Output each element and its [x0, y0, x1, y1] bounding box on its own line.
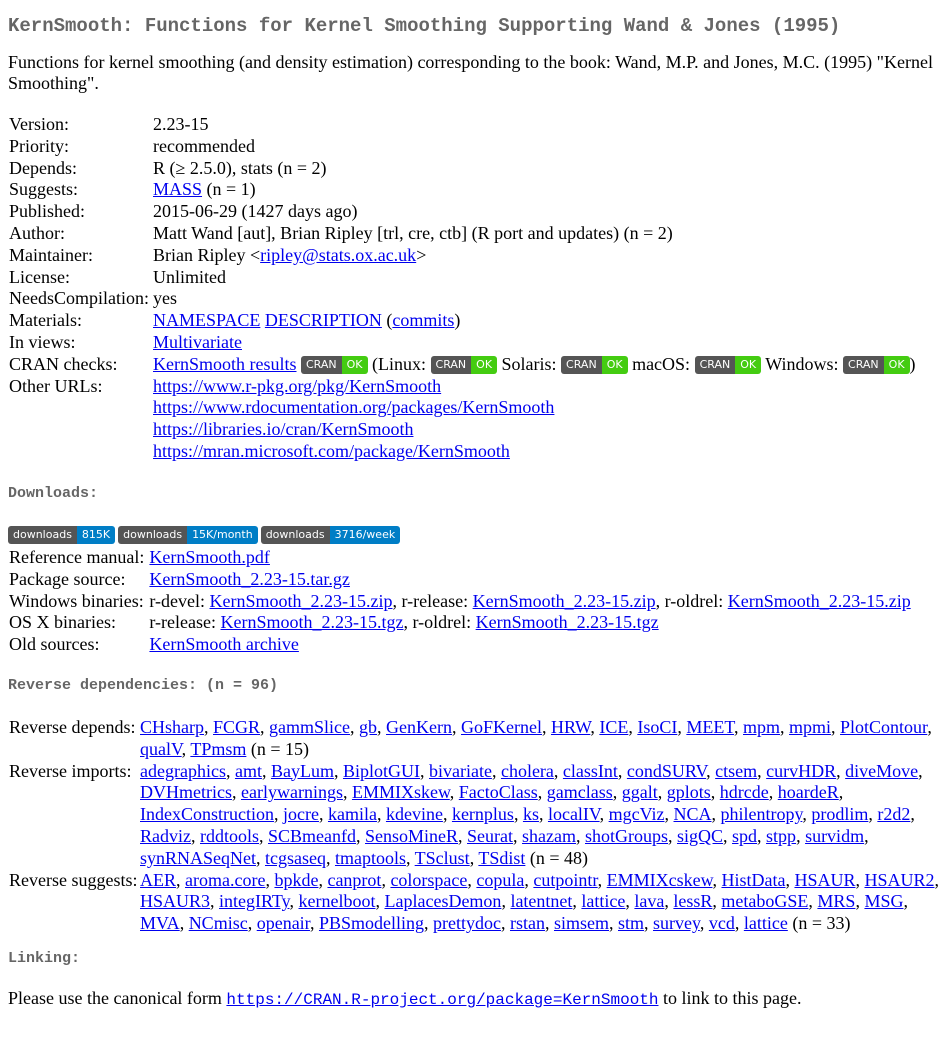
meta-label: Other URLs:: [9, 375, 103, 396]
reverse-dependency-link[interactable]: PBSmodelling: [318, 913, 424, 934]
reverse-dependency-link[interactable]: ctsem: [715, 760, 758, 781]
reverse-dependency-link[interactable]: rstan: [509, 913, 545, 934]
reverse-dependency-link[interactable]: NCA: [673, 804, 712, 825]
needs-compilation-value: yes: [153, 288, 177, 309]
windows-oldrel-link[interactable]: KernSmooth_2.23-15.zip: [727, 590, 911, 611]
dl-row-osx-binaries: [8, 612, 912, 634]
reverse-dependency-link[interactable]: simsem: [553, 913, 609, 934]
meta-row-published: [8, 201, 917, 223]
multivariate-view-link[interactable]: Multivariate: [153, 331, 242, 352]
dl-label: Windows binaries:: [9, 590, 144, 611]
meta-row-in-views: [8, 332, 917, 354]
reverse-dependency-link[interactable]: kdevine: [385, 804, 443, 825]
reverse-dependency-link[interactable]: curvHDR: [766, 760, 837, 781]
reverse-dependency-link[interactable]: rddtools: [200, 825, 260, 846]
reverse-dependency-link[interactable]: condSURV: [626, 760, 707, 781]
reverse-dependency-link[interactable]: MSG: [864, 891, 904, 912]
reverse-dependency-link[interactable]: bpkde: [274, 869, 319, 890]
cran-status-badge: [301, 356, 368, 374]
reverse-dependency-link[interactable]: gammSlice: [269, 717, 351, 737]
materials-close-paren: ): [454, 310, 461, 331]
other-urls-value: [152, 376, 917, 463]
dl-row-package-source: [8, 569, 912, 591]
depends-value: R (≥ 2.5.0), stats (n = 2): [153, 157, 327, 178]
meta-label: Suggests:: [9, 179, 79, 200]
linking-heading: Linking:: [8, 950, 81, 967]
rd-list: AER, aroma.core, bpkde, canprot, colorspace, copula, cutpointr, EMMIXcskew, HistData, HSAUR, HSAUR2, HSAUR3, integIRTy, kernelboot, LaplacesDemon, latentnet, lattice, lava, lessR, metaboGSE, MRS, MSG, MVA, NCmisc, openair, PBSmodelling, prettydoc, rstan, simsem, stm, survey, vcd, lattice (n = 33): [140, 869, 939, 934]
reverse-dependency-link[interactable]: CHsharp: [140, 717, 204, 737]
reference-manual-link[interactable]: KernSmooth.pdf: [149, 547, 270, 567]
priority-value: recommended: [153, 135, 255, 156]
reverse-dependency-link[interactable]: NCmisc: [188, 913, 248, 934]
rd-list: CHsharp, FCGR, gammSlice, gb, GenKern, GoFKernel, HRW, ICE, IsoCI, MEET, mpm, mpmi, PlotContour, qualV, TPmsm (n = 15): [140, 717, 932, 759]
meta-row-suggests: [8, 179, 917, 201]
cran-checks-results-link[interactable]: KernSmooth results: [153, 353, 297, 374]
reverse-dependency-link[interactable]: LaplacesDemon: [384, 891, 502, 912]
reverse-dependency-link[interactable]: IndexConstruction: [140, 804, 274, 825]
reverse-dependency-link[interactable]: survidm: [805, 825, 865, 846]
badge-left: downloads: [261, 526, 330, 544]
dl-row-reference-manual: [8, 547, 912, 569]
commits-link[interactable]: commits: [392, 310, 455, 331]
meta-row-license: [8, 267, 917, 289]
macos-label: macOS:: [627, 353, 695, 374]
badge-left: CRAN: [561, 356, 602, 374]
cran-linux-badge: [431, 356, 498, 374]
reverse-dependency-link[interactable]: SCBmeanfd: [268, 825, 357, 846]
reverse-dependency-link[interactable]: cutpointr: [533, 869, 598, 890]
meta-row-author: [8, 223, 917, 245]
reverse-dependency-link[interactable]: canprot: [327, 869, 382, 890]
badge-left: CRAN: [843, 356, 884, 374]
reverse-dependency-link[interactable]: MEET: [686, 717, 734, 737]
reverse-dependency-link[interactable]: FactoClass: [458, 782, 538, 803]
osx-oldrel-link[interactable]: KernSmooth_2.23-15.tgz: [475, 612, 659, 633]
reverse-dependency-link[interactable]: openair: [256, 913, 310, 934]
published-value: 2015-06-29 (1427 days ago): [153, 201, 358, 222]
package-source-link[interactable]: KernSmooth_2.23-15.tar.gz: [149, 568, 350, 589]
reverse-dependency-link[interactable]: gb: [359, 717, 378, 737]
reverse-dependency-link[interactable]: philentropy: [720, 804, 803, 825]
reverse-dependency-link[interactable]: shazam: [522, 825, 576, 846]
reverse-dependency-link[interactable]: gplots: [666, 782, 711, 803]
reverse-dependency-link[interactable]: lattice: [743, 913, 788, 934]
reverse-dependency-link[interactable]: diveMove: [845, 760, 919, 781]
reverse-dependency-count: (n = 33): [787, 913, 851, 934]
windows-release-link[interactable]: KernSmooth_2.23-15.zip: [472, 590, 656, 611]
meta-label: Published:: [9, 201, 86, 222]
reverse-dependency-link[interactable]: EMMIXskew: [351, 782, 450, 803]
meta-row-priority: [8, 136, 917, 158]
reverse-dependency-link[interactable]: BayLum: [270, 760, 334, 781]
reverse-dependency-link[interactable]: HRW: [550, 717, 591, 737]
meta-label: License:: [9, 266, 70, 287]
reverse-dependency-link[interactable]: colorspace: [390, 869, 468, 890]
page-title: KernSmooth: Functions for Kernel Smoothing Supporting Wand & Jones (1995): [8, 15, 841, 37]
url-r-pkg-link[interactable]: https://www.r-pkg.org/pkg/KernSmooth: [153, 375, 442, 396]
r-release-label: , r-release:: [392, 590, 473, 611]
maintainer-email-link[interactable]: ripley@stats.ox.ac.uk: [260, 244, 417, 265]
reverse-dependency-link[interactable]: lessR: [673, 891, 713, 912]
meta-label: Version:: [9, 114, 69, 134]
meta-label: Depends:: [9, 157, 77, 178]
rd-list: adegraphics, amt, BayLum, BiplotGUI, bivariate, cholera, classInt, condSURV, ctsem, curvHDR, diveMove, DVHmetrics, earlywarnings, EMMIXskew, FactoClass, gamclass, ggalt, gplots, hdrcde, hoardeR, IndexConstruction, jocre, kamila, kdevine, kernplus, ks, localIV, mgcViz, NCA, philentropy, prodlim, r2d2, Radviz, rddtools, SCBmeanfd, SensoMineR, Seurat, shazam, shotGroups, sigQC, spd, stpp, survidm, synRNASeqNet, tcgsaseq, tmaptools, TSclust, TSdist (n = 48): [140, 760, 923, 868]
reverse-dependency-link[interactable]: qualV: [140, 738, 182, 759]
reverse-dependency-link[interactable]: AER: [140, 869, 176, 890]
reverse-dependency-link[interactable]: TPmsm: [190, 738, 247, 759]
meta-row-cran-checks: [8, 354, 917, 376]
badge-right: OK: [735, 356, 761, 374]
badge-right: OK: [602, 356, 628, 374]
reverse-dependency-link[interactable]: amt: [234, 760, 262, 781]
rd-row-imports: [8, 761, 943, 870]
materials-open-paren: (: [381, 310, 393, 331]
dl-value: [148, 612, 911, 634]
reverse-dependency-link[interactable]: stpp: [766, 825, 797, 846]
meta-row-maintainer: [8, 245, 917, 267]
reverse-dependency-link[interactable]: lattice: [581, 891, 626, 912]
materials-value: [152, 310, 917, 332]
rd-label: Reverse suggests:: [9, 869, 138, 890]
meta-label: Author:: [9, 222, 65, 243]
badge-right: OK: [884, 356, 910, 374]
version-value: 2.23-15: [153, 114, 209, 134]
reverse-dependency-link[interactable]: jocre: [282, 804, 319, 825]
dl-label: Package source:: [9, 568, 126, 589]
cran-solaris-badge: [561, 356, 628, 374]
reverse-dependency-link[interactable]: HSAUR: [794, 869, 856, 890]
reverse-dependency-link[interactable]: mpmi: [789, 717, 832, 737]
badge-right: 3716/week: [330, 526, 401, 544]
badge-right: 15K/month: [187, 526, 258, 544]
reverse-dependency-link[interactable]: classInt: [562, 760, 618, 781]
meta-row-depends: [8, 158, 917, 180]
package-metadata-table: [8, 114, 917, 463]
reverse-dependency-count: (n = 15): [246, 738, 310, 759]
reverse-dependency-link[interactable]: MVA: [140, 913, 180, 934]
downloads-week-badge: [261, 526, 401, 544]
reverse-dependency-link[interactable]: EMMIXcskew: [606, 869, 713, 890]
url-mran-link[interactable]: https://mran.microsoft.com/package/KernSmooth: [153, 440, 510, 461]
reverse-dependency-link[interactable]: aroma.core: [185, 869, 266, 890]
linking-text: [8, 988, 802, 1011]
reverse-dependency-link[interactable]: sigQC: [677, 825, 724, 846]
osx-release-link[interactable]: KernSmooth_2.23-15.tgz: [220, 612, 404, 633]
reverse-dependency-link[interactable]: copula: [476, 869, 525, 890]
r-devel-label: r-devel:: [149, 590, 210, 611]
description-link[interactable]: DESCRIPTION: [264, 310, 382, 331]
reverse-dependency-link[interactable]: metaboGSE: [721, 891, 809, 912]
license-value: Unlimited: [153, 266, 226, 287]
reverse-dependency-link[interactable]: kernelboot: [298, 891, 376, 912]
maintainer-value: [152, 245, 917, 267]
meta-row-other-urls: [8, 376, 917, 463]
r-oldrel-label: , r-oldrel:: [403, 612, 476, 633]
reverse-dependency-link[interactable]: latentnet: [510, 891, 573, 912]
badge-left: downloads: [8, 526, 77, 544]
reverse-dependency-link[interactable]: cholera: [500, 760, 554, 781]
reverse-dependency-link[interactable]: GenKern: [386, 717, 452, 737]
suggests-count: (n = 1): [202, 179, 256, 200]
reverse-dependency-link[interactable]: ks: [522, 804, 539, 825]
reverse-dependency-link[interactable]: HSAUR2: [864, 869, 935, 890]
reverse-dependency-link[interactable]: Seurat: [467, 825, 514, 846]
url-rdocumentation-link[interactable]: https://www.rdocumentation.org/packages/KernSmooth: [153, 397, 555, 418]
meta-row-version: [8, 114, 917, 136]
reverse-dependency-link[interactable]: TSclust: [414, 847, 470, 868]
reverse-dependency-link[interactable]: prettydoc: [433, 913, 501, 934]
reverse-dependency-link[interactable]: prodlim: [811, 804, 869, 825]
reverse-dependencies-table: [8, 717, 943, 935]
reverse-dependency-link[interactable]: shotGroups: [585, 825, 669, 846]
reverse-dependency-link[interactable]: tmaptools: [334, 847, 406, 868]
reverse-dependency-link[interactable]: Radviz: [140, 825, 191, 846]
reverse-dependency-link[interactable]: spd: [732, 825, 758, 846]
reverse-dependency-link[interactable]: localIV: [547, 804, 600, 825]
windows-label: Windows:: [761, 353, 844, 374]
r-release-label: r-release:: [149, 612, 221, 633]
reverse-dependency-link[interactable]: hoardeR: [777, 782, 839, 803]
reverse-dependency-link[interactable]: tcgsaseq: [265, 847, 326, 868]
meta-label: In views:: [9, 331, 76, 352]
reverse-dependency-link[interactable]: PlotContour: [840, 717, 928, 737]
reverse-dependency-link[interactable]: kamila: [327, 804, 377, 825]
author-value: Matt Wand [aut], Brian Ripley [trl, cre, ctb] (R port and updates) (n = 2): [153, 222, 673, 243]
rd-label: Reverse imports:: [9, 760, 132, 781]
reverse-dependency-link[interactable]: kernplus: [451, 804, 514, 825]
dl-value: [148, 634, 911, 656]
in-views-value: [152, 332, 917, 354]
reverse-dependency-link[interactable]: survey: [653, 913, 700, 934]
reverse-dependency-link[interactable]: gamclass: [546, 782, 613, 803]
rd-row-depends: [8, 717, 943, 761]
reverse-dependency-link[interactable]: HistData: [721, 869, 786, 890]
linux-label: (Linux:: [367, 353, 431, 374]
reverse-dependency-link[interactable]: FCGR: [213, 717, 261, 737]
url-libraries-io-link[interactable]: https://libraries.io/cran/KernSmooth: [153, 419, 414, 440]
cran-windows-badge: [843, 356, 910, 374]
cran-checks-value: [152, 354, 917, 376]
namespace-link[interactable]: NAMESPACE: [153, 310, 261, 331]
rd-label: Reverse depends:: [9, 717, 136, 737]
old-sources-archive-link[interactable]: KernSmooth archive: [149, 634, 299, 655]
package-description: Functions for kernel smoothing (and density estimation) corresponding to the book: Wand, M.P. and Jones, M.C. (1995) "Kernel Smoothing".: [8, 52, 933, 93]
maintainer-close: >: [416, 244, 427, 265]
reverse-dependency-link[interactable]: GoFKernel: [461, 717, 542, 737]
badge-right: OK: [342, 356, 368, 374]
badge-right: 815K: [77, 526, 115, 544]
suggests-value: [152, 179, 917, 201]
reverse-dependency-link[interactable]: hdrcde: [719, 782, 769, 803]
cran-macos-badge: [695, 356, 762, 374]
reverse-dependency-link[interactable]: SensoMineR: [365, 825, 459, 846]
dl-label: OS X binaries:: [9, 612, 116, 633]
reverse-dependencies-heading: Reverse dependencies: (n = 96): [8, 677, 279, 694]
badge-left: CRAN: [695, 356, 736, 374]
badge-left: CRAN: [431, 356, 472, 374]
badge-right: OK: [471, 356, 497, 374]
reverse-dependency-link[interactable]: integIRTy: [219, 891, 290, 912]
reverse-dependency-link[interactable]: mpm: [743, 717, 781, 737]
meta-label: Maintainer:: [9, 244, 93, 265]
dl-value: [148, 591, 911, 613]
solaris-label: Solaris:: [497, 353, 562, 374]
reverse-dependency-link[interactable]: IsoCI: [637, 717, 678, 737]
reverse-dependency-link[interactable]: MRS: [817, 891, 856, 912]
reverse-dependency-link[interactable]: bivariate: [428, 760, 492, 781]
windows-devel-link[interactable]: KernSmooth_2.23-15.zip: [209, 590, 393, 611]
reverse-dependency-link[interactable]: ICE: [599, 717, 629, 737]
dl-row-old-sources: [8, 634, 912, 656]
reverse-dependency-link[interactable]: mgcViz: [608, 804, 665, 825]
reverse-dependency-link[interactable]: lava: [634, 891, 665, 912]
reverse-dependency-link[interactable]: adegraphics: [140, 760, 226, 781]
linking-suffix: to link to this page.: [658, 988, 802, 1008]
dl-label: Old sources:: [9, 634, 100, 655]
reverse-dependency-link[interactable]: vcd: [708, 913, 735, 934]
download-badges: [8, 524, 403, 545]
dl-label: Reference manual:: [9, 547, 145, 567]
linking-prefix: Please use the canonical form: [8, 988, 227, 1008]
dl-row-windows-binaries: [8, 591, 912, 613]
reverse-dependency-link[interactable]: DVHmetrics: [140, 782, 232, 803]
downloads-month-badge: [118, 526, 258, 544]
downloads-table: [8, 547, 912, 656]
dl-value: [148, 547, 911, 569]
r-oldrel-label: , r-oldrel:: [655, 590, 728, 611]
reverse-dependency-link[interactable]: earlywarnings: [240, 782, 343, 803]
dl-value: [148, 569, 911, 591]
maintainer-name: Brian Ripley <: [153, 244, 261, 265]
reverse-dependency-link[interactable]: synRNASeqNet: [140, 847, 256, 868]
reverse-dependency-link[interactable]: stm: [618, 913, 645, 934]
reverse-dependency-link[interactable]: r2d2: [877, 804, 911, 825]
reverse-dependency-link[interactable]: TSdist: [478, 847, 526, 868]
reverse-dependency-link[interactable]: ggalt: [621, 782, 658, 803]
badge-left: downloads: [118, 526, 187, 544]
checks-close-paren: ): [909, 353, 916, 374]
reverse-dependency-link[interactable]: HSAUR3: [140, 891, 211, 912]
reverse-dependency-link[interactable]: BiplotGUI: [342, 760, 420, 781]
meta-row-materials: [8, 310, 917, 332]
rd-row-suggests: [8, 870, 943, 935]
meta-row-needs-compilation: [8, 288, 917, 310]
badge-left: CRAN: [301, 356, 342, 374]
reverse-dependency-count: (n = 48): [525, 847, 589, 868]
canonical-url-link[interactable]: https://CRAN.R-project.org/package=KernSmooth: [226, 991, 659, 1009]
meta-label: NeedsCompilation:: [9, 288, 149, 309]
meta-label: Priority:: [9, 135, 70, 156]
downloads-heading: Downloads:: [8, 485, 99, 502]
downloads-total-badge: [8, 526, 115, 544]
meta-label: CRAN checks:: [9, 353, 118, 374]
meta-label: Materials:: [9, 310, 82, 331]
suggests-link-mass[interactable]: MASS: [153, 179, 203, 200]
